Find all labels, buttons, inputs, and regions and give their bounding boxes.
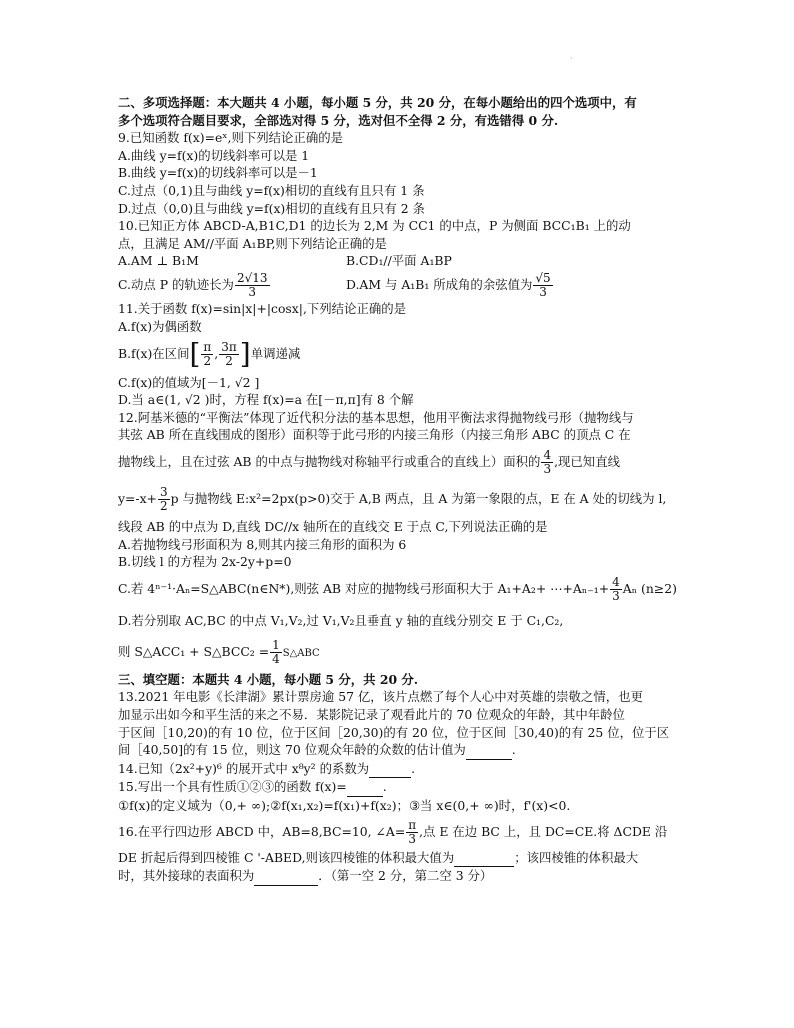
- q16-stem-line1-post: ,点 E 在边 BC 上，且 DC=CE.将 ΔCDE 沿: [419, 823, 668, 839]
- q9-option-a: A.曲线 y=f(x)的切线斜率可以是 1: [118, 147, 310, 163]
- q14-stem-text: 14.已知（2x²+y)⁶ 的展开式中 x⁸y² 的系数为: [118, 760, 370, 776]
- q11-fraction-2-numerator: 3π: [221, 340, 237, 355]
- q10-option-d: [346, 270, 554, 300]
- section3-heading: 三、填空题：本题共 4 小题，每小题 5 分，共 20 分.: [118, 671, 419, 687]
- q16-answer-blank-2[interactable]: [254, 867, 318, 886]
- q10-option-c-fraction: [235, 272, 270, 299]
- q13-answer-blank[interactable]: [466, 741, 512, 760]
- q12-stem-line3-fraction: [541, 449, 553, 476]
- q12-option-c-post: Aₙ (n≥2): [622, 580, 677, 596]
- q10-option-d-denominator: 3: [539, 284, 547, 299]
- q12-stem-line4-denominator: 2: [159, 499, 168, 513]
- q12-option-b: B.切线 l 的方程为 2x-2y+p=0: [118, 554, 292, 570]
- q10-option-c: [118, 270, 346, 300]
- q13-stem-line4: 间［40,50]的有 15 位，则这 70 位观众年龄的众数的估计值为 .: [118, 741, 688, 760]
- q11-fraction-1-denominator: 2: [203, 354, 212, 369]
- q11-option-b-text: B.f(x)在区间: [118, 346, 190, 362]
- q10-option-c-denominator: 3: [248, 284, 257, 299]
- q16-stem-line3-post: ．（第一空 2 分，第二空 3 分）: [318, 868, 493, 884]
- q13-stem-line4-text: 间［40,50]的有 15 位，则这 70 位观众年龄的众数的估计值为: [118, 742, 466, 758]
- q11-option-c: C.f(x)的值域为[－1, √2 ]: [118, 374, 260, 390]
- q12-stem-line3-text: 抛物线上，且在过弦 AB 的中点与抛物线对称轴平行或重合的直线上）面积的: [118, 454, 541, 469]
- q12-stem-line3-numerator: 4: [543, 448, 552, 462]
- q15-conditions: ①f(x)的定义域为（0,+ ∞);②f(x₁,x₂)=f(x₁)+f(x₂)；③当 x∈(0,+ ∞)时，f'(x)<0.: [118, 797, 571, 813]
- q16-stem-line1-text: 16.在平行四边形 ABCD 中，AB=8,BC=10, ∠A=: [118, 823, 406, 839]
- q9-stem: 9.已知函数 f(x)=eˣ,则下列结论正确的是: [118, 130, 343, 146]
- q12-option-c-numerator: 4: [612, 574, 620, 589]
- q10-options-ab: [118, 252, 688, 270]
- q16-stem-line3-text: 时，其外接球的表面积为: [118, 868, 255, 884]
- q10-option-d-text: D.AM 与 A₁B₁ 所成角的余弦值为: [346, 276, 533, 292]
- q9-option-d: D.过点（0,0)且与曲线 y=f(x)相切的直线有且只有 2 条: [118, 200, 425, 216]
- q11-fraction-1-numerator: π: [203, 340, 212, 355]
- q9-option-b: B.曲线 y=f(x)的切线斜率可以是－1: [118, 165, 318, 181]
- q10-options-cd: [118, 270, 688, 300]
- q11-right-bracket: ]: [239, 337, 251, 371]
- q16-angle-denominator: 3: [408, 831, 416, 846]
- q12-option-c: [118, 571, 688, 607]
- q10-option-c-numerator: 2√13: [236, 270, 268, 285]
- exam-page: [118, 94, 688, 886]
- q12-stem-line4-numerator: 3: [159, 485, 168, 499]
- q12-stem-line5: 线段 AB 的中点为 D,直线 DC//x 轴所在的直线交 E 于点 C,下列说法正确的是: [118, 519, 548, 534]
- q15-stem-text: 15.写出一个具有性质①②③的函数 f(x)=: [118, 779, 347, 795]
- q12-stem-line1: 12.阿基米德的“平衡法”体现了近代积分法的基本思想，他用平衡法求得抛物线弓形（抛物线与: [118, 409, 634, 425]
- q11-stem: 11.关于函数 f(x)=sin|x|+|cosx|,下列结论正确的是: [118, 300, 407, 316]
- q12-option-d-line2-text: 则 S△ACC₁ + S△BCC₂ =: [118, 643, 270, 659]
- q12-stem-line3: [118, 444, 688, 480]
- q15-stem: 15.写出一个具有性质①②③的函数 f(x)= .: [118, 778, 688, 797]
- q12-option-d-line2-post: S△ABC: [282, 647, 320, 659]
- q16-stem-line2-text: DE 折起后得到四棱锥 C '-ABED,则该四棱锥的体积最大值为: [118, 849, 455, 865]
- q16-stem-line2-post: ；该四棱锥的体积最大: [514, 849, 639, 865]
- q16-stem-line1: [118, 815, 688, 849]
- q11-fraction-2: [219, 341, 239, 368]
- q12-stem-line4: [118, 480, 688, 518]
- q14-stem: 14.已知（2x²+y)⁶ 的展开式中 x⁸y² 的系数为 .: [118, 760, 688, 779]
- q10-stem-line2: 点，且满足 AM//平面 A₁BP,则下列结论正确的是: [118, 235, 387, 251]
- q11-option-d: D.当 a∈(1, √2 )时，方程 f(x)=a 在[－π,π]有 8 个解: [118, 392, 414, 408]
- q12-option-c-denominator: 3: [612, 588, 620, 603]
- q12-stem-line3-denominator: 3: [543, 462, 552, 476]
- q11-option-a: A.f(x)为偶函数: [118, 318, 202, 334]
- q16-answer-blank-1[interactable]: [454, 849, 514, 868]
- q16-angle-fraction: [406, 819, 418, 846]
- q11-option-b: B.f(x)在区间[ $\frac{\pi}{2}$ , $\frac{3\pi}{2}$ ]单调递减: [118, 337, 301, 371]
- section2-heading-line2: 多个选项符合题目要求，全部选对得 5 分，选对但不全得 2 分，有选错得 0 分.: [118, 112, 559, 128]
- q12-stem-line4-post: p 与抛物线 E:x²=2px(p>0)交于 A,B 两点，且 A 为第一象限的点，E 在 A 处的切线为 l,: [170, 491, 667, 506]
- q12-stem-line4-text: y=-x+: [118, 491, 157, 506]
- q9-option-c: C.过点（0,1)且与曲线 y=f(x)相切的直线有且只有 1 条: [118, 182, 425, 198]
- q11-fraction-2-denominator: 2: [225, 354, 233, 369]
- q16-stem-line2: [118, 849, 688, 868]
- q15-answer-blank[interactable]: [347, 778, 383, 797]
- q10-option-a: A.AM ⊥ B₁M: [118, 253, 199, 269]
- q16-angle-numerator: π: [408, 817, 417, 832]
- corner-mark: ·: [570, 54, 573, 63]
- q12-option-c-fraction: [610, 576, 622, 603]
- q12-stem-line2: 其弦 AB 所在直线围成的图形）面积等于此弓形的内接三角形（内接三角形 ABC 的顶点 C 在: [118, 427, 631, 443]
- q12-option-a: A.若抛物线弓形面积为 8,则其内接三角形的面积为 6: [118, 536, 407, 552]
- q12-option-d-line2-denominator: 4: [272, 651, 280, 666]
- q14-answer-blank[interactable]: [369, 760, 411, 779]
- q10-option-b: B.CD₁//平面 A₁BP: [346, 253, 452, 269]
- q10-stem-line1: 10.已知正方体 ABCD-A,B1C,D1 的边长为 2,M 为 CC1 的中点，P 为侧面 BCC₁B₁ 上的动: [118, 218, 631, 234]
- q13-stem-line2: 加显示出如今和平生活的来之不易．某影院记录了观看此片的 70 位观众的年龄，其中年龄位: [118, 706, 625, 722]
- q10-option-c-text: C.动点 P 的轨迹长为: [118, 276, 234, 292]
- q12-option-c-text: C.若 4ⁿ⁻¹·Aₙ=S△ABC(n∈N*),则弦 AB 对应的抛物线弓形面积大于 A₁+A₂+ ⋯+Aₙ₋₁+: [118, 580, 610, 596]
- q16-stem-line3: [118, 867, 688, 886]
- q12-option-d-line2-numerator: 1: [272, 637, 280, 652]
- q12-option-d: D.若分别取 AC,BC 的中点 V₁,V₂,过 V₁,V₂且垂直 y 轴的直线分别交 E 于 C₁,C₂,: [118, 612, 564, 628]
- section2-heading-line1: 二、多项选择题：本大题共 4 小题，每小题 5 分，共 20 分，在每小题给出的四个选项中，有: [118, 95, 637, 110]
- q12-stem-line3-post: ,现已知直线: [554, 454, 620, 469]
- q13-stem-line1: 13.2021 年电影《长津湖》累计票房逾 57 亿，该片点燃了每个人心中对英雄的崇敬之情，也更: [118, 689, 643, 705]
- q11-fraction-1: [201, 341, 213, 368]
- q11-option-b-post: 单调递减: [250, 346, 301, 362]
- q10-option-d-numerator: √5: [535, 270, 551, 285]
- q11-left-bracket: [: [189, 337, 201, 371]
- q10-option-d-fraction: [533, 272, 552, 299]
- q12-option-d-line2: [118, 635, 688, 671]
- q12-option-d-line2-fraction: [270, 639, 282, 666]
- q12-stem-line4-fraction: [158, 486, 170, 513]
- q13-stem-line3: 于区间［10,20)的有 10 位，位于区间［20,30)的有 20 位，位于区间［30,40)的有 25 位，位于区: [118, 724, 670, 740]
